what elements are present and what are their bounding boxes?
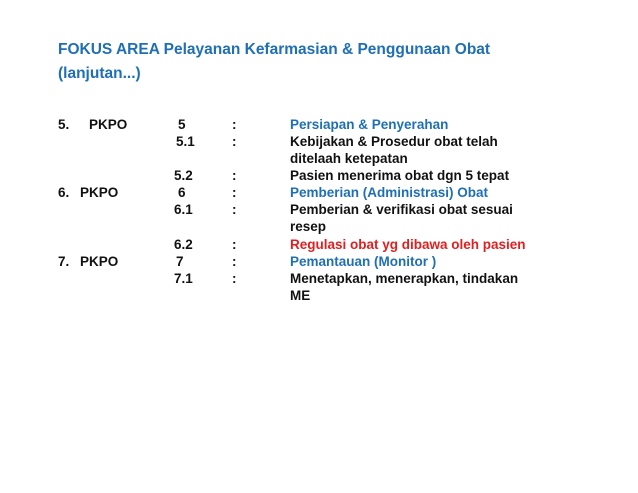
item-code: PKPO — [80, 185, 119, 200]
slide-title — [58, 38, 618, 86]
item-colon: : — [232, 202, 237, 217]
item-desc-line-1: Kebijakan & Prosedur obat telah — [290, 134, 498, 149]
item-number: 5. — [58, 117, 70, 132]
item-desc — [290, 270, 580, 304]
title-line-2: (lanjutan...) — [58, 65, 141, 82]
item-desc: Pemantauan (Monitor ) — [290, 254, 437, 269]
item-desc-line-2: ditelaah ketepatan — [290, 151, 408, 166]
item-sub: 7 — [176, 254, 184, 269]
item-colon: : — [232, 185, 237, 200]
item-sub: 5.2 — [174, 168, 193, 183]
item-desc — [290, 133, 580, 167]
item-sub: 7.1 — [174, 271, 193, 286]
item-sub: 5 — [178, 117, 186, 132]
item-desc-line-1: Pemberian & verifikasi obat sesuai — [290, 202, 513, 217]
item-colon: : — [232, 134, 237, 149]
item-code: PKPO — [89, 117, 128, 132]
item-number: 6. — [58, 185, 70, 200]
item-sub: 6.1 — [174, 202, 193, 217]
item-desc-line-1: Menetapkan, menerapkan, tindakan — [290, 271, 519, 286]
item-sub: 6.2 — [174, 237, 193, 252]
item-colon: : — [232, 237, 237, 252]
item-desc-line-2: resep — [290, 219, 327, 234]
item-desc: Pasien menerima obat dgn 5 tepat — [290, 168, 510, 183]
item-sub: 6 — [178, 185, 186, 200]
item-colon: : — [232, 254, 237, 269]
item-colon: : — [232, 168, 237, 183]
item-desc-line-2: ME — [290, 288, 311, 303]
item-desc: Regulasi obat yg dibawa oleh pasien — [290, 237, 526, 252]
item-colon: : — [232, 271, 237, 286]
item-colon: : — [232, 117, 237, 132]
title-line-1: FOKUS AREA Pelayanan Kefarmasian & Penggunaan Obat — [58, 41, 491, 58]
item-code: PKPO — [80, 254, 119, 269]
item-desc: Pemberian (Administrasi) Obat — [290, 185, 489, 200]
item-number: 7. — [58, 254, 70, 269]
item-sub: 5.1 — [176, 134, 195, 149]
item-desc: Persiapan & Penyerahan — [290, 117, 449, 132]
item-desc — [290, 201, 580, 235]
